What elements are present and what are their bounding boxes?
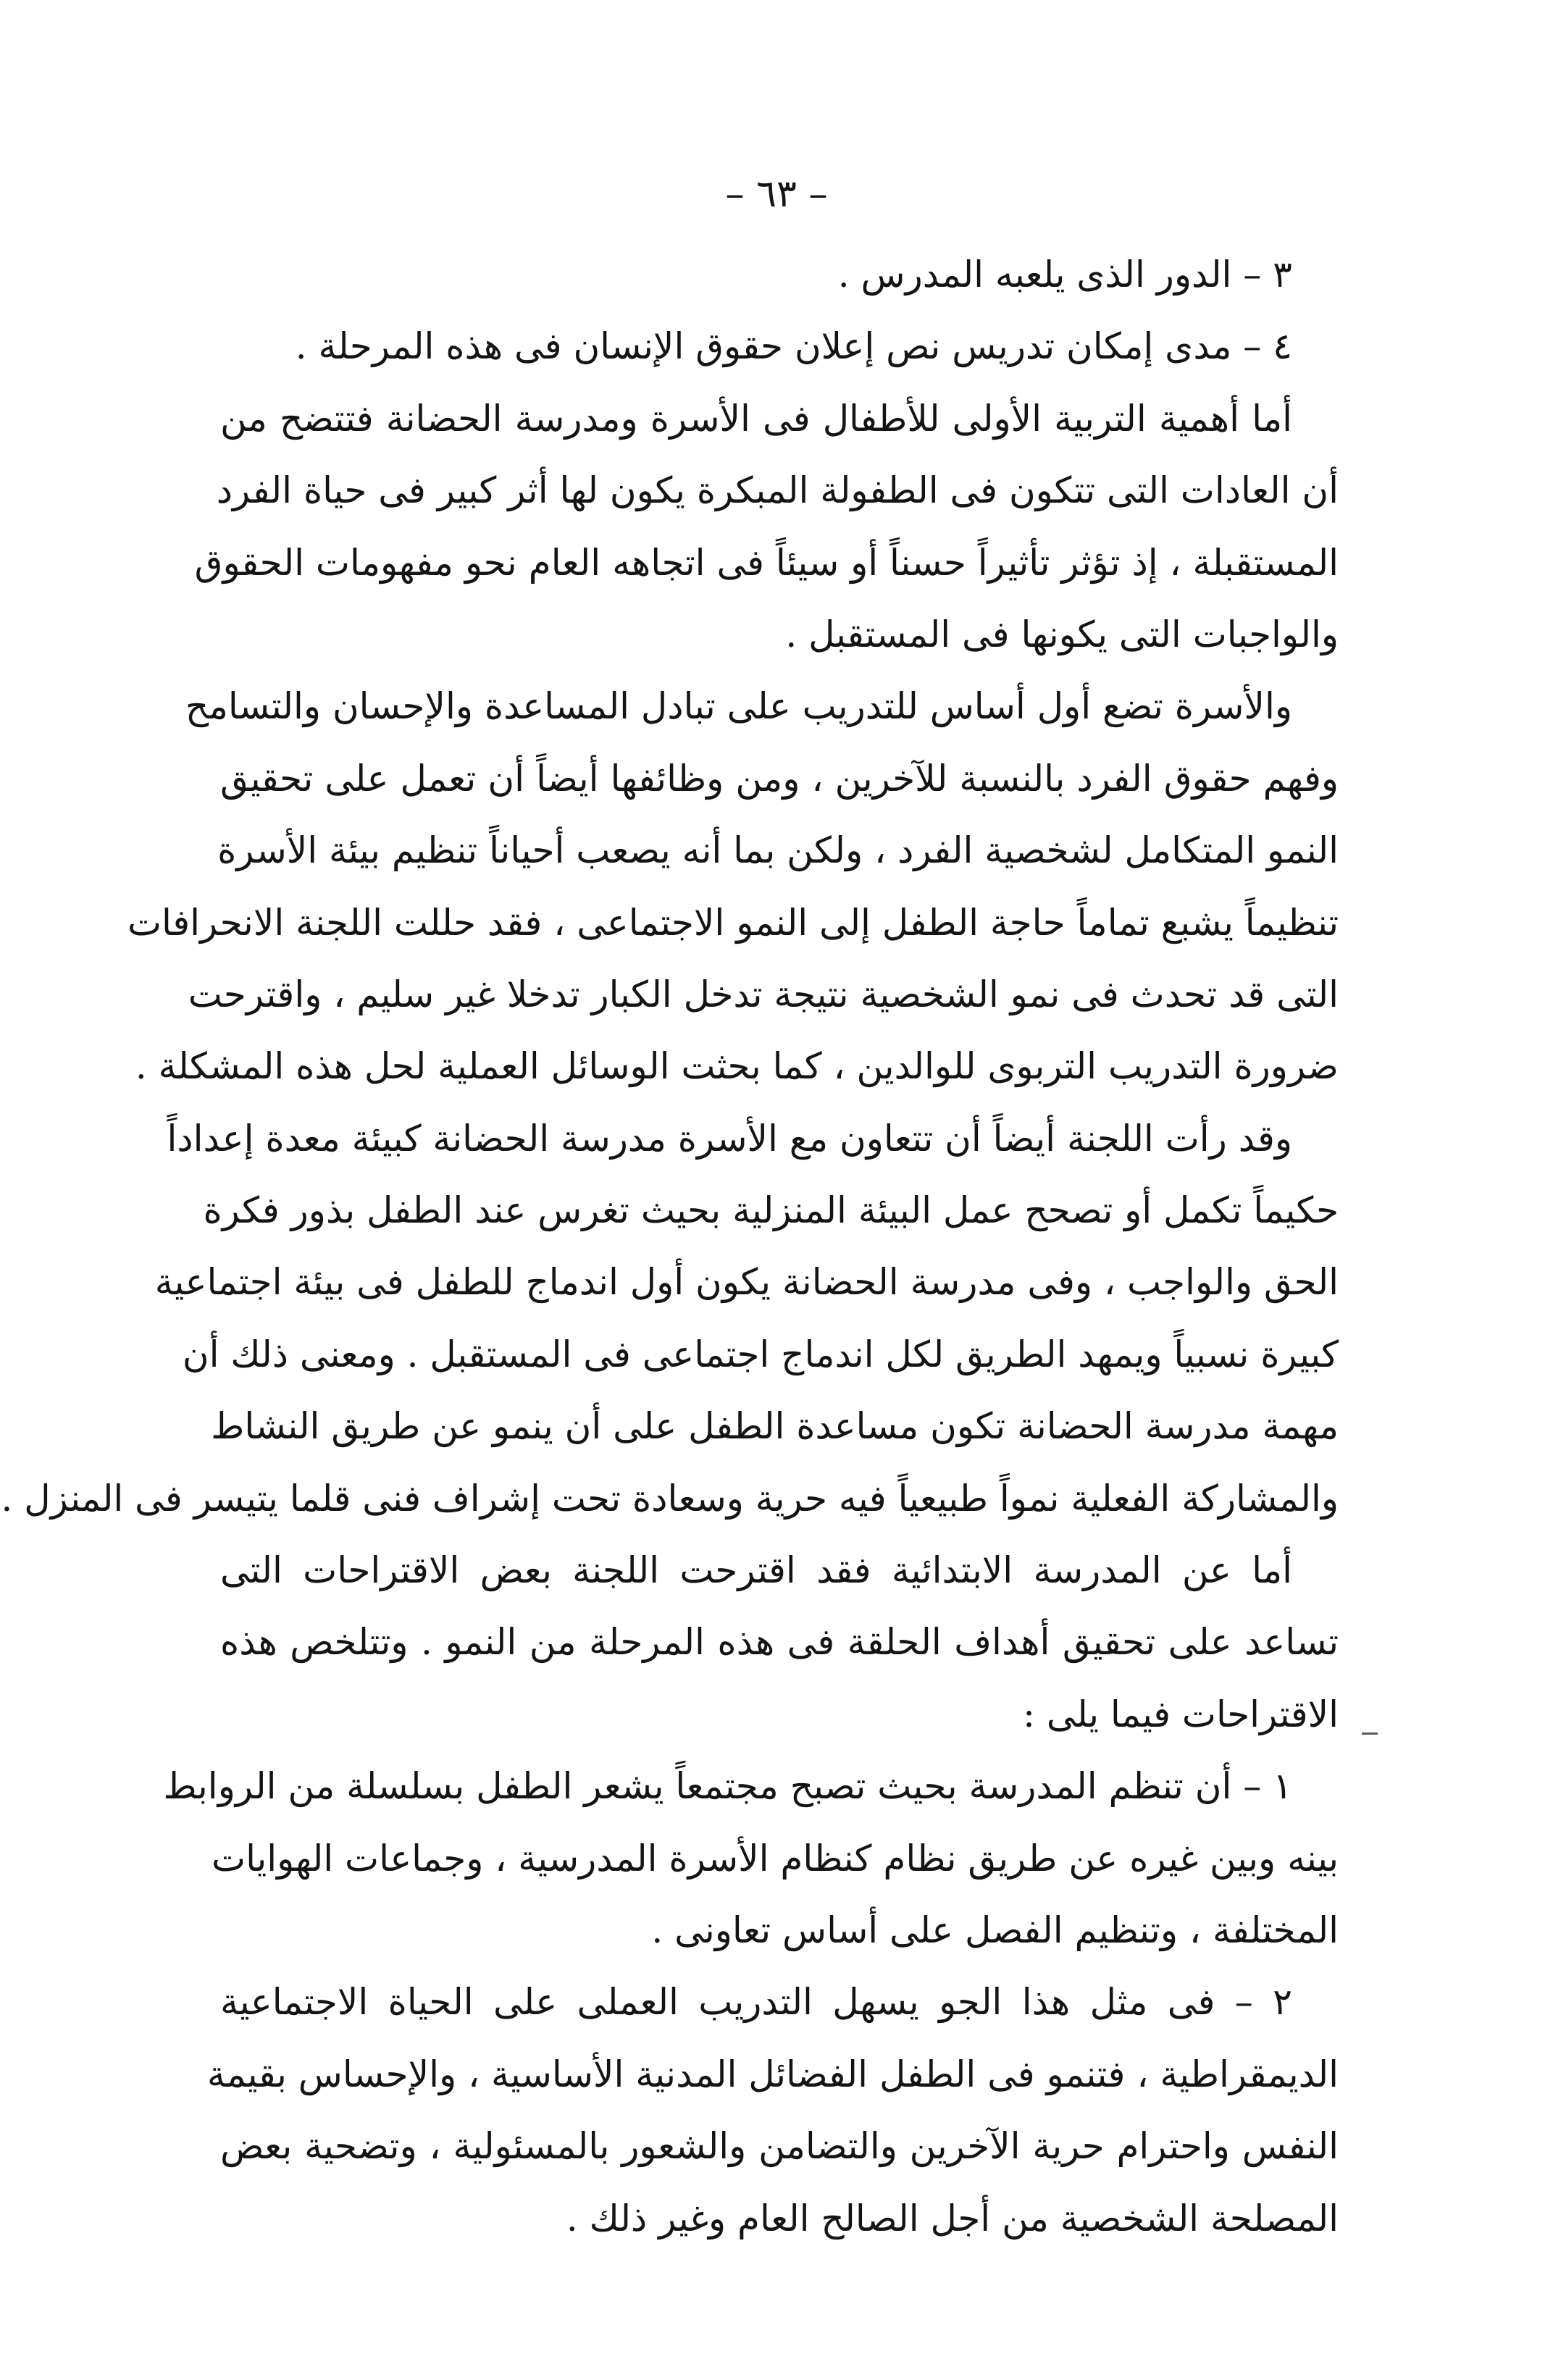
text-line: والمشاركة الفعلية نمواً طبيعياً فيه حرية وسعادة تحت إشراف فنى قلما يتيسر فى المنزل . — [1, 1477, 1339, 1520]
text-line: ضرورة التدريب التربوى للوالدين ، كما بحثت الوسائل العملية لحل هذه المشكلة . — [135, 1045, 1339, 1088]
text-line: المختلفة ، وتنظيم الفصل على أساس تعاونى . — [651, 1908, 1339, 1951]
text-line: الديمقراطية ، فتنمو فى الطفل الفضائل المدنية الأساسية ، والإحساس بقيمة — [206, 2053, 1339, 2095]
text-line: أن العادات التى تتكون فى الطفولة المبكرة يكون لها أثر كبير فى حياة الفرد — [216, 469, 1339, 512]
text-line: مهمة مدرسة الحضانة تكون مساعدة الطفل على أن ينمو عن طريق النشاط — [211, 1405, 1339, 1448]
text-line: التى قد تحدث فى نمو الشخصية نتيجة تدخل الكبار تدخلا غير سليم ، واقترحت — [188, 973, 1339, 1015]
text-line: النفس واحترام حرية الآخرين والتضامن والشعور بالمسئولية ، وتضحية بعض — [220, 2125, 1339, 2168]
body-text — [1, 239, 1339, 2255]
text-line: كبيرة نسبياً ويمهد الطريق لكل اندماج اجتماعى فى المستقبل . ومعنى ذلك أن — [182, 1333, 1339, 1375]
text-line: النمو المتكامل لشخصية الفرد ، ولكن بما أنه يصعب أحياناً تنظيم بيئة الأسرة — [217, 829, 1339, 872]
text-line: ٢ – فى مثل هذا الجو يسهل التدريب العملى على الحياة الاجتماعية — [220, 1981, 1292, 2024]
text-line: ٤ – مدى إمكان تدريس نص إعلان حقوق الإنسان فى هذه المرحلة . — [295, 325, 1292, 368]
text-line: المصلحة الشخصية من أجل الصالح العام وغير ذلك . — [566, 2197, 1339, 2239]
text-line: والأسرة تضع أول أساس للتدريب على تبادل المساعدة والإحسان والتسامح — [185, 685, 1292, 728]
page-number: – ٦٣ – — [725, 172, 828, 216]
text-line: والواجبات التى يكونها فى المستقبل . — [785, 613, 1339, 655]
text-line: وفهم حقوق الفرد بالنسبة للآخرين ، ومن وظائفها أيضاً أن تعمل على تحقيق — [220, 757, 1339, 800]
text-line: تنظيماً يشبع تماماً حاجة الطفل إلى النمو الاجتماعى ، فقد حللت اللجنة الانحرافات — [127, 901, 1339, 944]
text-line: ١ – أن تنظم المدرسة بحيث تصبح مجتمعاً يشعر الطفل بسلسلة من الروابط — [163, 1765, 1292, 1808]
text-line: أما أهمية التربية الأولى للأطفال فى الأسرة ومدرسة الحضانة فتتضح من — [220, 397, 1292, 440]
text-line: تساعد على تحقيق أهداف الحلقة فى هذه المرحلة من النمو . وتتلخص هذه — [220, 1621, 1339, 1664]
scan-mark — [1362, 1732, 1378, 1735]
text-line: حكيماً تكمل أو تصحح عمل البيئة المنزلية بحيث تغرس عند الطفل بذور فكرة — [203, 1189, 1339, 1232]
text-line: المستقبلة ، إذ تؤثر تأثيراً حسناً أو سيئاً فى اتجاهه العام نحو مفهومات الحقوق — [194, 541, 1339, 584]
text-line: الحق والواجب ، وفى مدرسة الحضانة يكون أول اندماج للطفل فى بيئة اجتماعية — [154, 1261, 1339, 1304]
text-line: ٣ – الدور الذى يلعبه المدرس . — [837, 253, 1292, 296]
text-line: أما عن المدرسة الابتدائية فقد اقترحت اللجنة بعض الاقتراحات التى — [220, 1549, 1293, 1592]
text-line: وقد رأت اللجنة أيضاً أن تتعاون مع الأسرة مدرسة الحضانة كبيئة معدة إعداداً — [167, 1117, 1292, 1160]
text-line: بينه وبين غيره عن طريق نظام كنظام الأسرة المدرسية ، وجماعات الهوايات — [212, 1837, 1339, 1880]
text-line: الاقتراحات فيما يلى : — [1023, 1693, 1339, 1735]
